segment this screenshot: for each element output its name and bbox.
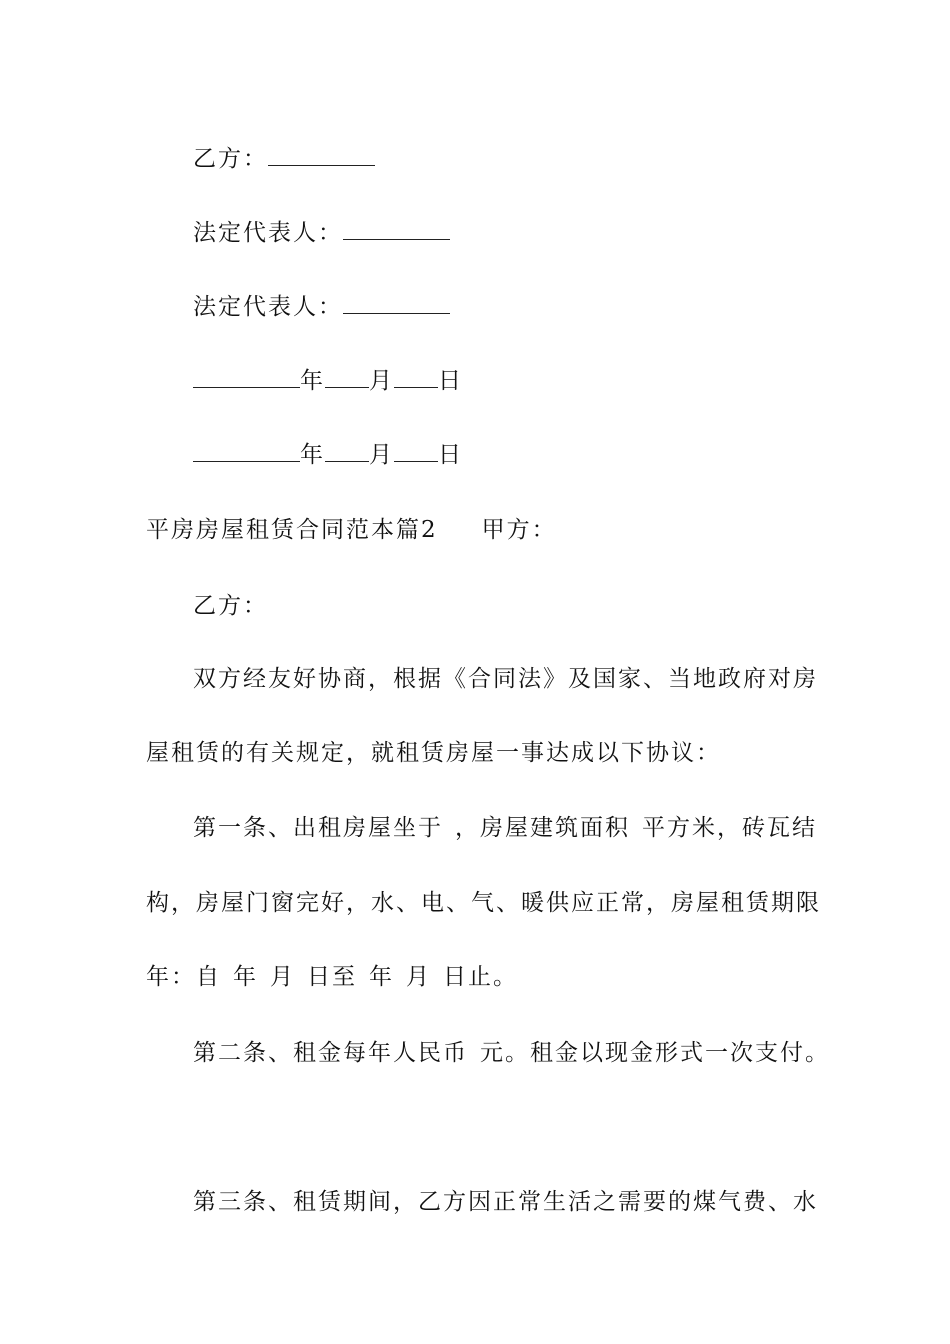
day-blank: [394, 439, 438, 462]
article-1-end-year: 年: [369, 964, 394, 990]
article-1-term-start: 年：自: [146, 964, 221, 990]
party-b-signature-line: [193, 140, 375, 173]
article-1-day-to: 日至: [307, 964, 357, 990]
representative-blank-2: [343, 291, 450, 314]
representative-blank-1: [343, 217, 450, 240]
representative-line-1: [193, 214, 450, 247]
intro-paragraph-line-1: 双方经友好协商，根据《合同法》及国家、当地政府对房: [193, 666, 818, 692]
day-char: 日: [438, 368, 463, 394]
day-blank: [394, 365, 438, 388]
intro-paragraph-line-2: 屋租赁的有关规定，就租赁房屋一事达成以下协议：: [146, 740, 721, 766]
month-char: 月: [369, 368, 394, 394]
article-1-line-3: [146, 958, 518, 991]
article-3-line-1: 第三条、租赁期间，乙方因正常生活之需要的煤气费、水: [193, 1189, 818, 1215]
contract-heading: [146, 511, 557, 544]
party-b-label: 乙方：: [193, 593, 268, 619]
article-2-part-b: 元。租金以现金形式一次支付。: [480, 1040, 830, 1066]
year-blank: [193, 439, 300, 462]
contract-title: 平房房屋租赁合同范本篇2: [146, 517, 438, 543]
party-b-line: [193, 587, 268, 620]
article-1-part-c: 平方米，砖瓦结: [642, 815, 817, 841]
article-1-part-a: 第一条、出租房屋坐于: [193, 815, 443, 841]
date-line-2: [193, 436, 463, 469]
article-2-line: [193, 1034, 830, 1067]
year-blank: [193, 365, 300, 388]
article-1-end-month: 月: [406, 964, 431, 990]
year-char: 年: [300, 368, 325, 394]
party-b-blank: [268, 143, 375, 166]
article-1-month: 月: [270, 964, 295, 990]
representative-line-2: [193, 288, 450, 321]
article-2-part-a: 第二条、租金每年人民币: [193, 1040, 468, 1066]
day-char: 日: [438, 442, 463, 468]
month-blank: [325, 365, 369, 388]
month-blank: [325, 439, 369, 462]
year-char: 年: [300, 442, 325, 468]
article-1-line-1: [193, 809, 817, 842]
representative-label-2: 法定代表人：: [193, 294, 343, 320]
article-1-line-2: 构，房屋门窗完好，水、电、气、暖供应正常，房屋租赁期限: [146, 890, 821, 916]
representative-label-1: 法定代表人：: [193, 220, 343, 246]
party-a-label: 甲方：: [481, 517, 557, 543]
date-line-1: [193, 362, 463, 395]
article-1-part-b: ，房屋建筑面积: [455, 815, 630, 841]
month-char: 月: [369, 442, 394, 468]
party-b-label: 乙方：: [193, 146, 268, 172]
article-1-end-day: 日止。: [443, 964, 518, 990]
article-1-year: 年: [233, 964, 258, 990]
